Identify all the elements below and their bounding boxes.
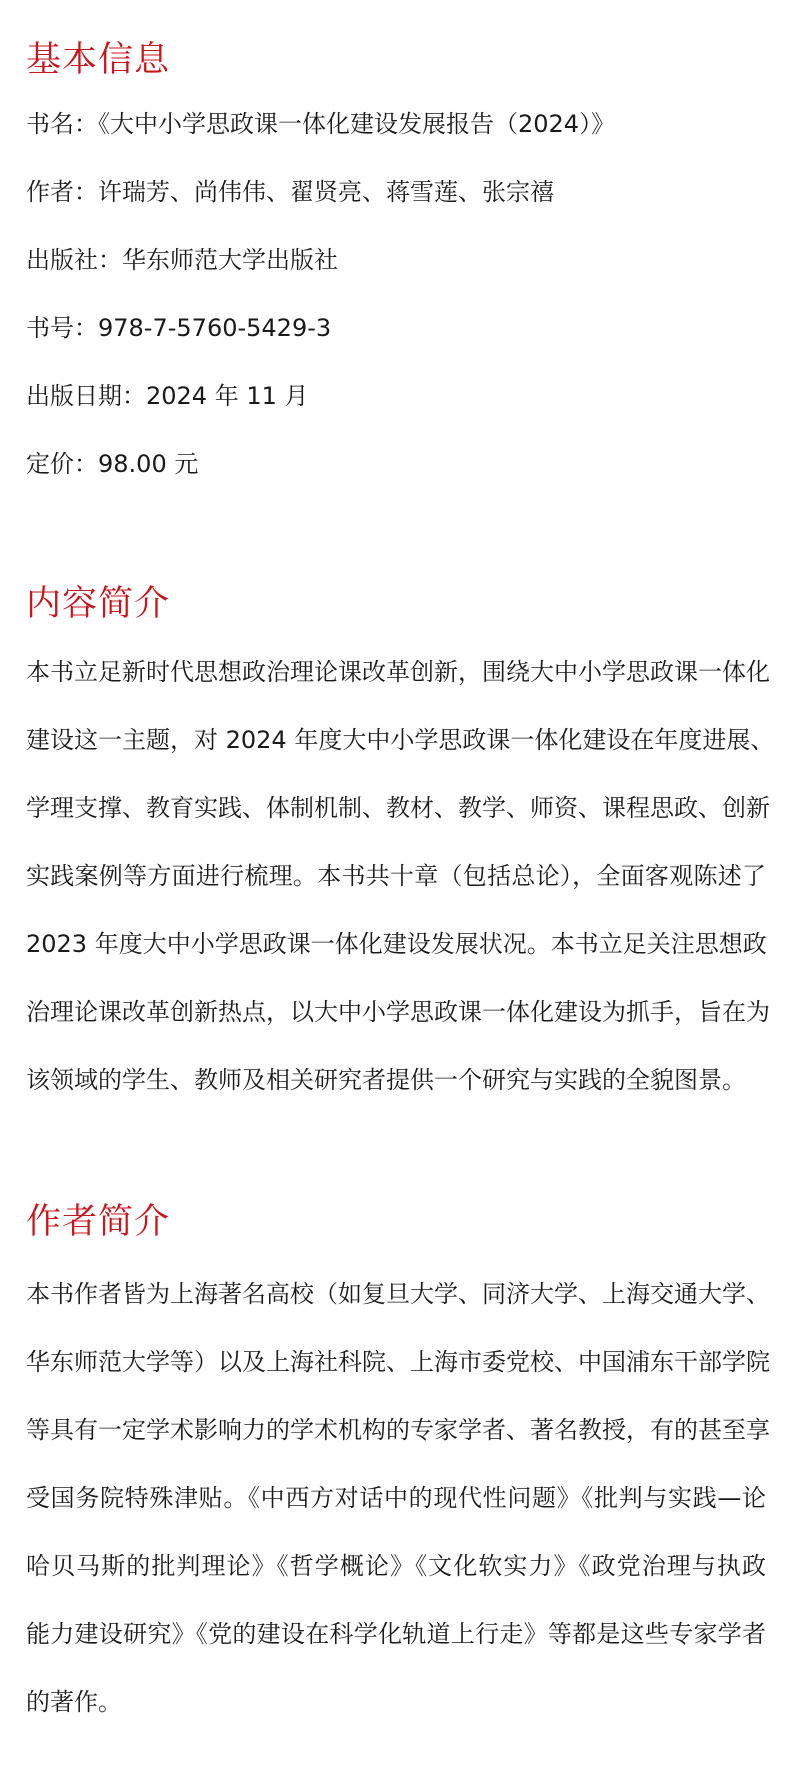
paragraph-line: 该领域的学生、教师及相关研究者提供一个研究与实践的全貌图景。 bbox=[26, 1066, 746, 1094]
info-row-title bbox=[26, 108, 615, 140]
paragraph-line: 本书作者皆为上海著名高校（如复旦大学、同济大学、上海交通大学、 bbox=[26, 1280, 770, 1308]
info-value: 98.00 元 bbox=[98, 450, 199, 478]
info-value: 华东师范大学出版社 bbox=[122, 246, 338, 274]
info-label: 出版社： bbox=[26, 246, 122, 274]
info-value: 2024 年 11 月 bbox=[146, 382, 309, 410]
paragraph-line: 的著作。 bbox=[26, 1688, 122, 1716]
info-row-publisher bbox=[26, 244, 615, 276]
info-label: 作者： bbox=[26, 178, 98, 206]
paragraph-line: 等具有一定学术影响力的学术机构的专家学者、著名教授，有的甚至享 bbox=[26, 1416, 770, 1444]
basic-info-heading: 基本信息 bbox=[26, 40, 171, 80]
info-value: 许瑞芳、尚伟伟、翟贤亮、蒋雪莲、张宗禧 bbox=[98, 178, 554, 206]
paragraph-line: 治理论课改革创新热点，以大中小学思政课一体化建设为抓手，旨在为 bbox=[26, 998, 770, 1026]
paragraph-line: 华东师范大学等）以及上海社科院、上海市委党校、中国浦东干部学院 bbox=[26, 1348, 770, 1376]
info-row-date bbox=[26, 380, 615, 412]
info-row-isbn bbox=[26, 312, 615, 344]
paragraph-line: 建设这一主题，对 2024 年度大中小学思政课一体化建设在年度进展、 bbox=[26, 726, 775, 754]
basic-info-list bbox=[26, 108, 615, 516]
info-value: 《大中小学思政课一体化建设发展报告（2024）》 bbox=[98, 110, 616, 138]
paragraph-line: 能力建设研究》《党的建设在科学化轨道上行走》等都是这些专家学者 bbox=[26, 1620, 766, 1648]
info-row-authors bbox=[26, 176, 615, 208]
paragraph-line: 实践案例等方面进行梳理。本书共十章（包括总论），全面客观陈述了 bbox=[26, 862, 766, 890]
info-label: 定价： bbox=[26, 450, 98, 478]
info-row-price bbox=[26, 448, 615, 480]
paragraph-line: 2023 年度大中小学思政课一体化建设发展状况。本书立足关注思想政 bbox=[26, 930, 767, 958]
paragraph-line: 本书立足新时代思想政治理论课改革创新，围绕大中小学思政课一体化 bbox=[26, 658, 770, 686]
info-label: 书号： bbox=[26, 314, 98, 342]
author-heading: 作者简介 bbox=[26, 1202, 171, 1242]
author-paragraph bbox=[26, 1278, 770, 1754]
summary-paragraph bbox=[26, 656, 775, 1132]
info-label: 书名： bbox=[26, 110, 98, 138]
paragraph-line: 受国务院特殊津贴。《中西方对话中的现代性问题》《批判与实践—论 bbox=[26, 1484, 766, 1512]
paragraph-line: 学理支撑、教育实践、体制机制、教材、教学、师资、课程思政、创新 bbox=[26, 794, 770, 822]
info-value: 978-7-5760-5429-3 bbox=[98, 314, 332, 342]
paragraph-line: 哈贝马斯的批判理论》《哲学概论》《文化软实力》《政党治理与执政 bbox=[26, 1552, 766, 1580]
info-label: 出版日期： bbox=[26, 382, 146, 410]
summary-heading: 内容简介 bbox=[26, 584, 171, 624]
